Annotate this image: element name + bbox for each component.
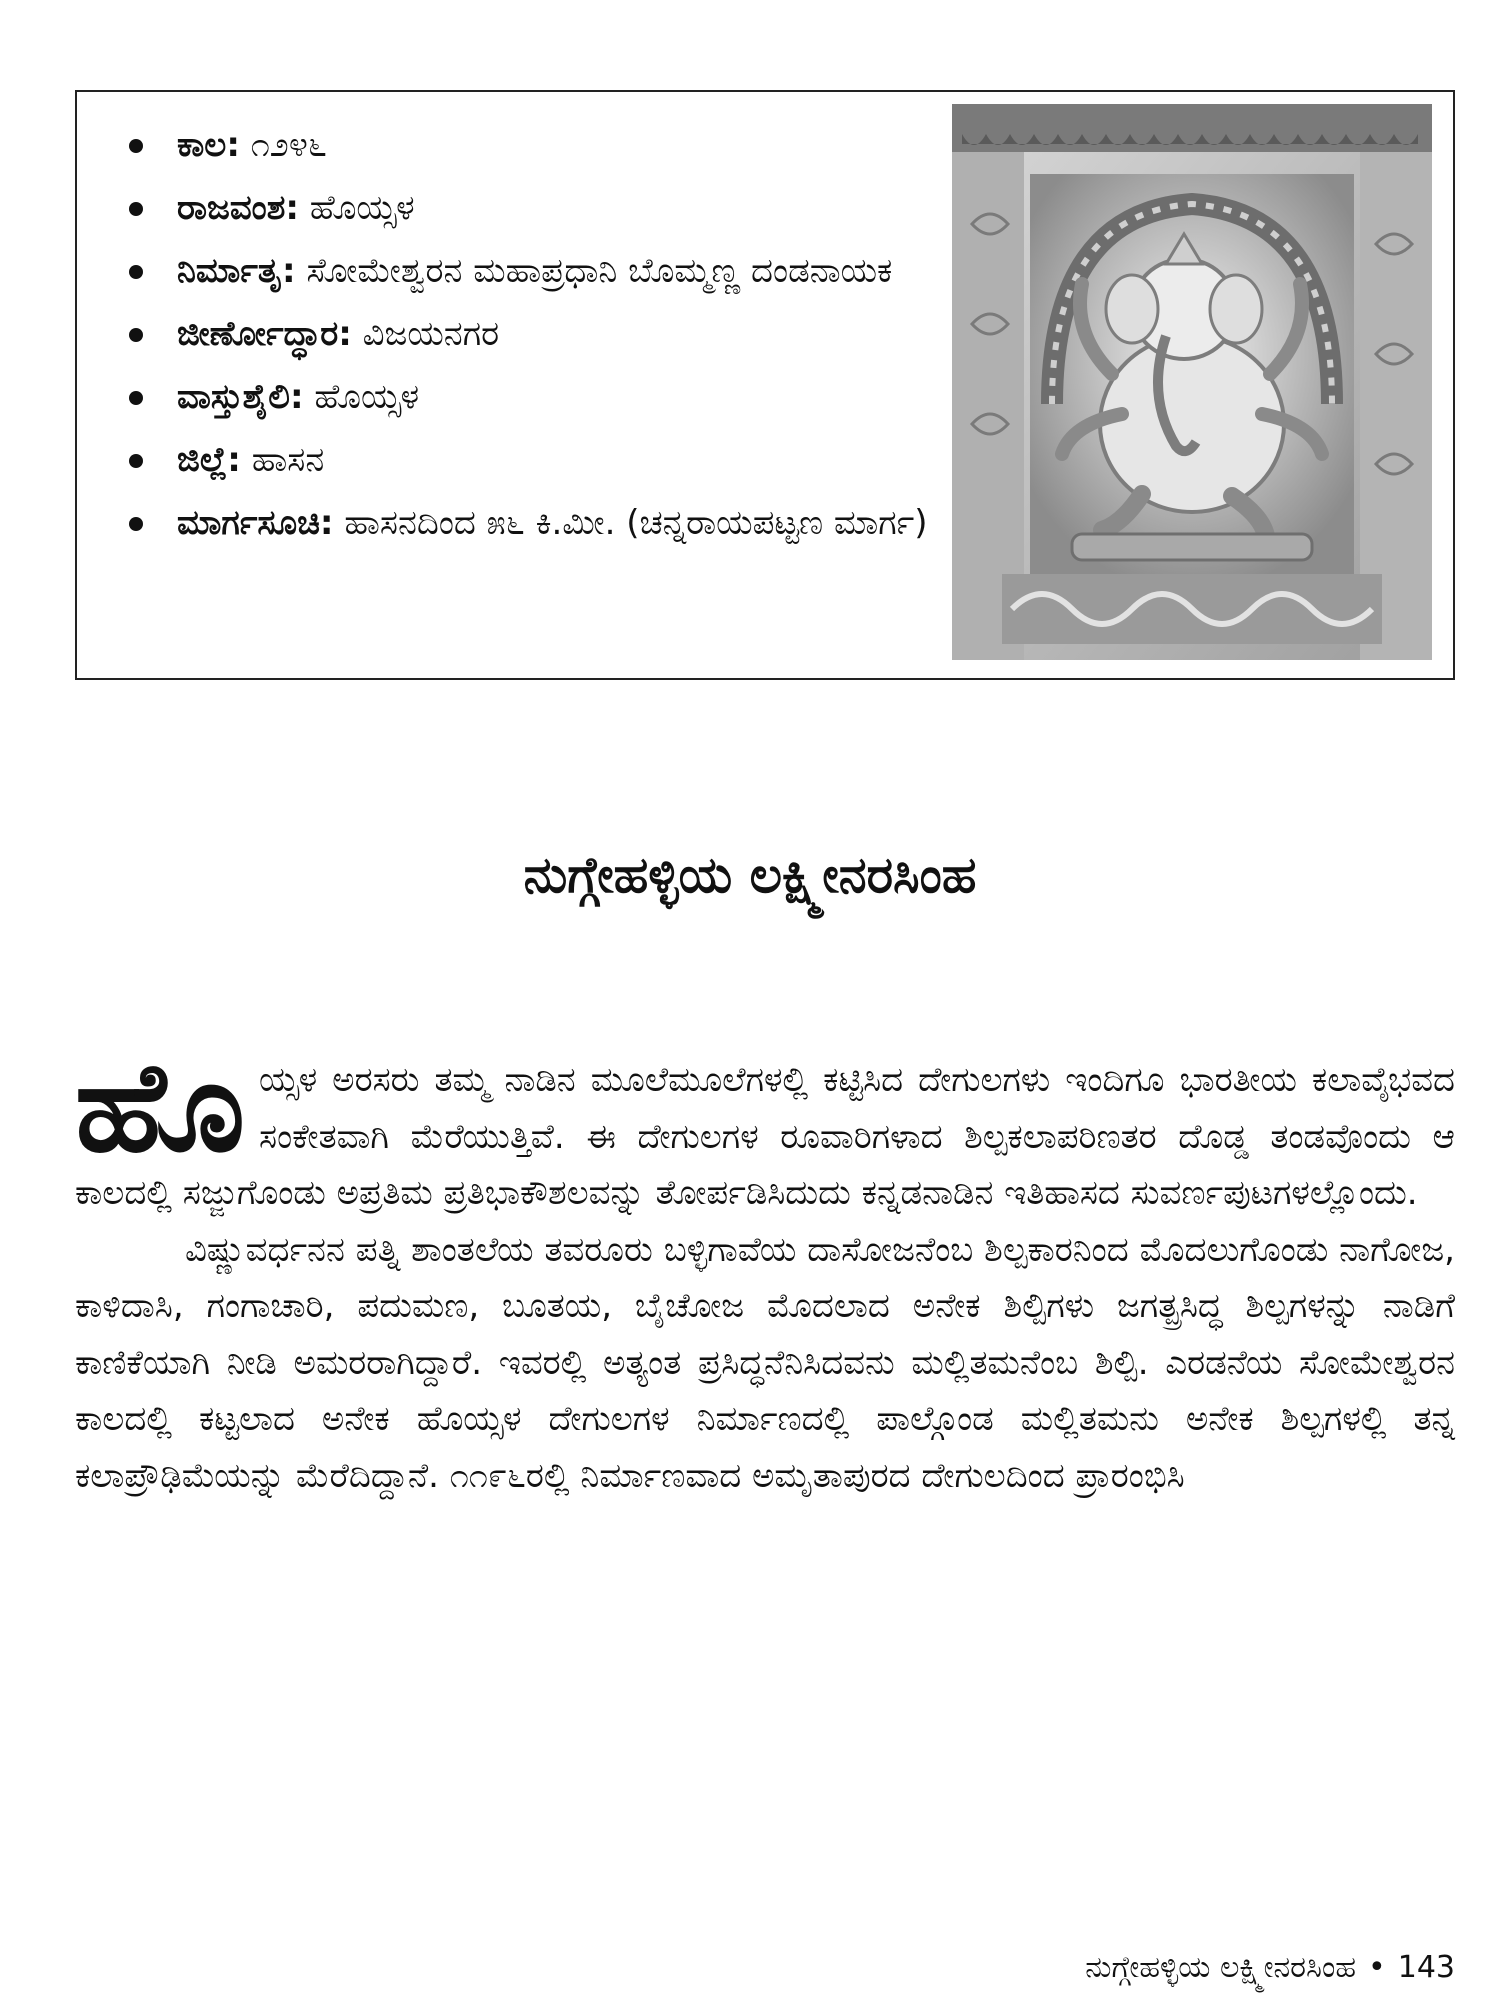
fact-label: ನಿರ್ಮಾತೃ: bbox=[177, 251, 296, 291]
page-footer bbox=[1085, 1950, 1455, 1985]
fact-label: ರಾಜವಂಶ: bbox=[177, 188, 299, 228]
fact-label: ಜಿಲ್ಲೆ: bbox=[177, 440, 241, 480]
info-box bbox=[75, 90, 1455, 680]
article-body bbox=[75, 1036, 1455, 1504]
fact-value: ಹಾಸನ bbox=[251, 440, 325, 480]
paragraph: ವಿಷ್ಣುವರ್ಧನನ ಪತ್ನಿ ಶಾಂತಲೆಯ ತವರೂರು ಬಳ್ಳಿಗಾವೆಯ ದಾಸೋಜನೆಂಬ ಶಿಲ್ಪಕಾರನಿಂದ ಮೊದಲುಗೊಂಡು ನಾಗೋಜ, ಕಾಳಿದಾಸಿ, ಗಂಗಾಚಾರಿ, ಪದುಮಣ, ಬೂತಯ, ಬೈಚೋಜ ಮೊದಲಾದ ಅನೇಕ ಶಿಲ್ಪಿಗಳು ಜಗತ್ಪ್ರಸಿದ್ಧ ಶಿಲ್ಪಗಳನ್ನು ನಾಡಿಗೆ ಕಾಣಿಕೆಯಾಗಿ ನೀಡಿ ಅಮರರಾಗಿದ್ದಾರೆ. ಇವರಲ್ಲಿ ಅತ್ಯಂತ ಪ್ರಸಿದ್ಧನೆನಿಸಿದವನು ಮಲ್ಲಿತಮನೆಂಬ ಶಿಲ್ಪಿ. ಎರಡನೆಯ ಸೋಮೇಶ್ವರನ ಕಾಲದಲ್ಲಿ ಕಟ್ಟಲಾದ ಅನೇಕ ಹೊಯ್ಸಳ ದೇಗುಲಗಳ ನಿರ್ಮಾಣದಲ್ಲಿ ಪಾಲ್ಗೊಂಡ ಮಲ್ಲಿತಮನು ಅನೇಕ ಶಿಲ್ಪಗಳಲ್ಲಿ ತನ್ನ ಕಲಾಪ್ರೌಢಿಮೆಯನ್ನು ಮೆರೆದಿದ್ದಾನೆ. ೧೧೯೬ರಲ್ಲಿ ನಿರ್ಮಾಣವಾದ ಅಮೃತಾಪುರದ ದೇಗುಲದಿಂದ ಪ್ರಾರಂಭಿಸಿ bbox=[75, 1229, 1455, 1496]
running-title: ನುಗ್ಗೇಹಳ್ಳಿಯ ಲಕ್ಷ್ಮೀನರಸಿಂಹ bbox=[1085, 1950, 1357, 1985]
ganesha-sculpture-image bbox=[952, 104, 1432, 660]
fact-value: ಸೋಮೇಶ್ವರನ ಮಹಾಪ್ರಧಾನಿ ಬೊಮ್ಮಣ್ಣ ದಂಡನಾಯಕ bbox=[306, 251, 893, 291]
fact-value: ಹೊಯ್ಸಳ bbox=[314, 377, 420, 417]
fact-value: ೧೨೪೬ bbox=[250, 125, 327, 165]
bullet-icon bbox=[129, 328, 143, 342]
fact-item bbox=[117, 309, 997, 359]
bullet-icon bbox=[129, 202, 143, 216]
bullet-icon bbox=[129, 517, 143, 531]
facts-list bbox=[117, 120, 997, 561]
footer-separator: • bbox=[1368, 1950, 1386, 1985]
fact-item bbox=[117, 372, 997, 422]
page-number: 143 bbox=[1397, 1950, 1455, 1985]
fact-item bbox=[117, 246, 997, 296]
fact-item bbox=[117, 498, 997, 548]
bullet-icon bbox=[129, 454, 143, 468]
paragraph bbox=[75, 1036, 1455, 1222]
fact-value: ಹೊಯ್ಸಳ bbox=[309, 188, 415, 228]
fact-item bbox=[117, 435, 997, 485]
fact-label: ಜೀರ್ಣೋದ್ಧಾರ: bbox=[177, 314, 352, 354]
fact-label: ವಾಸ್ತುಶೈಲಿ: bbox=[177, 377, 304, 417]
dropcap: ಹೊ bbox=[75, 1036, 246, 1180]
page-title: ನುಗ್ಗೇಹಳ್ಳಿಯ ಲಕ್ಷ್ಮೀನರಸಿಂಹ bbox=[523, 846, 977, 904]
fact-item bbox=[117, 183, 997, 233]
fact-value: ವಿಜಯನಗರ bbox=[362, 314, 500, 354]
bullet-icon bbox=[129, 265, 143, 279]
paragraph-text: ಯ್ಸಳ ಅರಸರು ತಮ್ಮ ನಾಡಿನ ಮೂಲೆಮೂಲೆಗಳಲ್ಲಿ ಕಟ್ಟಿಸಿದ ದೇಗುಲಗಳು ಇಂದಿಗೂ ಭಾರತೀಯ ಕಲಾವೈಭವದ ಸಂಕೇತವಾಗಿ ಮೆರೆಯುತ್ತಿವೆ. ಈ ದೇಗುಲಗಳ ರೂವಾರಿಗಳಾದ ಶಿಲ್ಪಕಲಾಪರಿಣತರ ದೊಡ್ಡ ತಂಡವೊಂದು ಆ ಕಾಲದಲ್ಲಿ ಸಜ್ಜುಗೊಂಡು ಅಪ್ರತಿಮ ಪ್ರತಿಭಾಕೌಶಲವನ್ನು ತೋರ್ಪಡಿಸಿದುದು ಕನ್ನಡನಾಡಿನ ಇತಿಹಾಸದ ಸುವರ್ಣಪುಟಗಳಲ್ಲೊಂದು. bbox=[75, 1060, 1455, 1213]
fact-item bbox=[117, 120, 997, 170]
fact-label: ಕಾಲ: bbox=[177, 125, 240, 165]
bullet-icon bbox=[129, 139, 143, 153]
bullet-icon bbox=[129, 391, 143, 405]
fact-value: ಹಾಸನದಿಂದ ೫೬ ಕಿ.ಮೀ. (ಚನ್ನರಾಯಪಟ್ಟಣ ಮಾರ್ಗ) bbox=[344, 503, 928, 543]
fact-label: ಮಾರ್ಗಸೂಚಿ: bbox=[177, 503, 334, 543]
